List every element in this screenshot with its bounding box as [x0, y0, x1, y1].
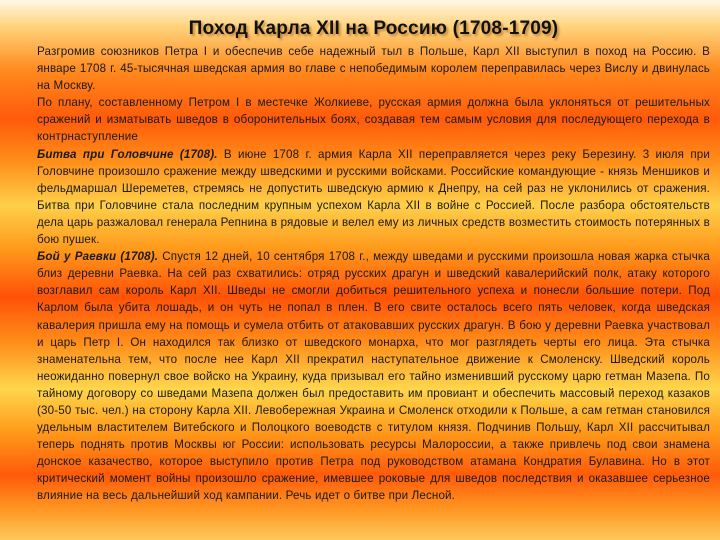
section-heading: Бой у Раевки (1708).	[37, 250, 159, 264]
paragraph-text: В июне 1708 г. армия Карла XII переправляется через реку Березину. 3 июля при Головчине произошло сражение между шведскими и русскими войсками. Российские командующие - князь Меншиков и фельдмаршал Шереметев, стремясь не допустить шведскую армию к Днепру, на сей раз не уклонились от сражения. Битва при Головчине стала последним крупным успехом Карла XII в войне с Россией. После разбора обстоятельств дела царь разжаловал генерала Репнина в рядовые и велел ему из личных средств возместить стоимость потерянных в бою пушек.	[37, 147, 710, 247]
slide-body	[37, 43, 710, 505]
paragraph-golovchin	[37, 146, 710, 249]
paragraph-plan	[37, 94, 710, 145]
slide-title: Поход Карла XII на Россию (1708-1709)	[188, 18, 559, 39]
paragraph-raevka	[37, 248, 710, 504]
paragraph-text: Разгромив союзников Петра I и обеспечив себе надежный тыл в Польше, Карл XII выступил в поход на Россию. В январе 1708 г. 45-тысячная шведская армия во главе с непобедимым королем переправилась через Вислу и двинулась на Москву.	[37, 45, 710, 93]
section-heading: Битва при Головчине (1708).	[37, 147, 218, 161]
paragraph-text: По плану, составленному Петром I в местечке Жолкиеве, русская армия должна была уклоняться от решительных сражений и изматывать шведов в оборонительных боях, создавая тем самым условия для последующего перехода в контрнаступление	[37, 96, 710, 144]
paragraph-text: Спустя 12 дней, 10 сентября 1708 г., между шведами и русскими произошла новая жарка стычка близ деревни Раевка. На сей раз схватились: отряд русских драгун и шведский кавалерийский полк, атаку которого возглавил сам король Карл XII. Шведы не смогли добиться решительного успеха и понесли большие потери. Под Карлом была убита лошадь, и он чуть не попал в плен. В его свите осталось всего пять человек, когда шведская кавалерия пришла ему на помощь и сумела отбить от атаковавших русских драгун. В бою у деревни Раевка участвовал и царь Петр I. Он находился так близко от шведского монарха, что мог разглядеть черты его лица. Эта стычка знаменательна тем, что после нее Карл XII прекратил наступательное движение к Смоленску. Шведский король неожиданно повернул свое войско на Украину, куда призывал его тайно изменивший русскому царю гетман Мазепа. По тайному договору со шведами Мазепа должен был предоставить им провиант и обеспечить массовый переход казаков (30-50 тыс. чел.) на сторону Карла XII. Левобережная Украина и Смоленск отходили к Польше, а сам гетман становился удельным властителем Витебского и Полоцкого воеводств с титулом князя. Подчинив Польшу, Карл XII рассчитывал теперь поднять против Москвы юг России: использовать ресурсы Малороссии, а также привлечь под свои знамена донское казачество, которое выступило против Петра под руководством атамана Кондратия Булавина. Но в этот критический момент войны произошло сражение, имевшее роковые для шведов последствия и оказавшее серьезное влияние на весь дальнейший ход кампании. Речь идет о битве при Лесной.	[37, 250, 710, 503]
paragraph-intro	[37, 43, 710, 94]
